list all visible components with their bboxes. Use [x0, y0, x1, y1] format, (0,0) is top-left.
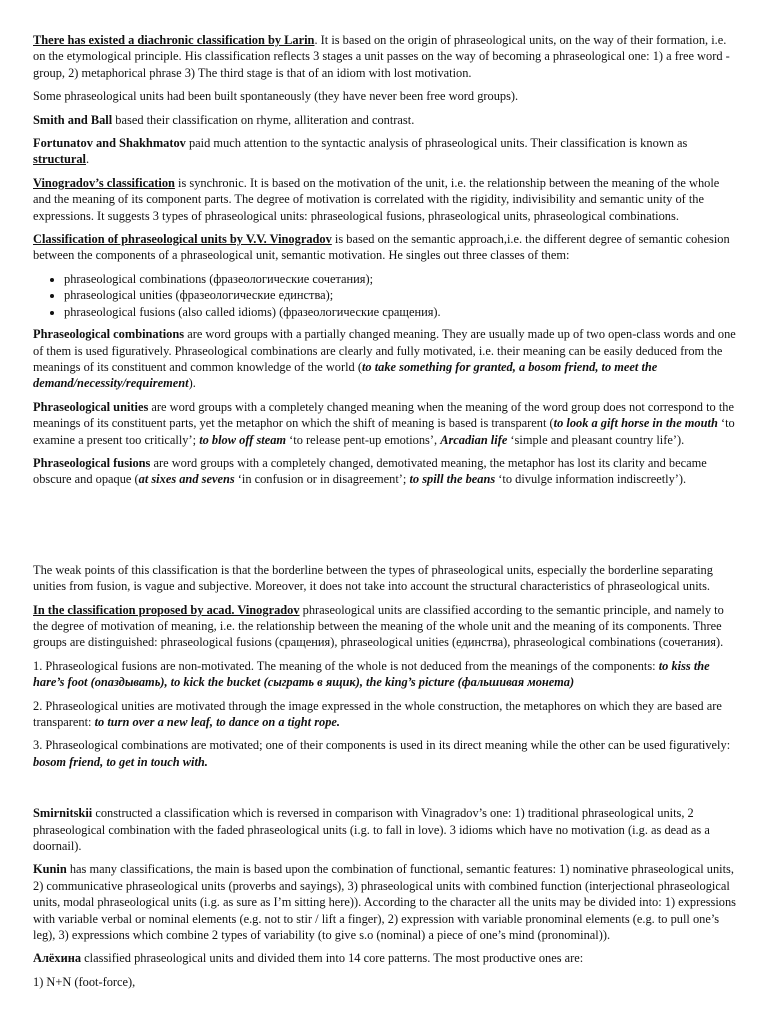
unities-example-3: Arcadian life	[440, 432, 508, 447]
combinations-heading: Phraseological combinations	[33, 327, 185, 342]
smith-ball-heading: Smith and Ball	[33, 112, 113, 127]
paragraph-point-2	[33, 698, 739, 731]
point-3-text: 3. Phraseological combinations are motivated; one of their components is used in its direct meaning while the other can be used figuratively:	[33, 738, 731, 753]
larin-text: . It is based on the origin of phraseological units, on the way of their formation, i.e. on the etymological principle. His classification reflects 3 stages a unit passes on the way of becoming a phraseological one: 1) a free word - group, 2) metaphorical phrase 3) The third stage is that of an idiom with lost motivation.	[33, 33, 730, 80]
paragraph-vinogradov-semantic	[33, 231, 739, 264]
paragraph-pattern-1: 1) N+N (foot-force),	[33, 974, 136, 989]
fortunatov-heading: Fortunatov and Shakhmatov	[33, 136, 186, 151]
point-2-text: 2. Phraseological unities are motivated through the image expressed in the whole construction, the metaphores on which they are based are transparent:	[33, 698, 722, 729]
larin-heading: There has existed a diachronic classification by Larin	[33, 33, 315, 47]
fusions-text: are word groups with a completely changed, demotivated meaning, the metaphor has lost its clarity and became obscure and opaque (	[33, 455, 707, 487]
fortunatov-end: .	[86, 152, 90, 167]
paragraph-point-3	[33, 737, 739, 770]
alekhina-heading: Алёхина	[33, 951, 82, 966]
paragraph-kunin	[33, 861, 739, 943]
unities-example-1: to look a gift horse in the mouth	[553, 416, 718, 431]
unities-gloss-1: ‘to examine a present too critically’;	[33, 416, 735, 447]
paragraph-fortunatov	[33, 135, 739, 168]
kunin-heading: Kunin	[33, 862, 67, 877]
paragraph-alekhina	[33, 950, 739, 966]
fortunatov-text: paid much attention to the syntactic analysis of phraseological units. Their classification is known as	[185, 136, 688, 151]
combinations-end: ).	[188, 376, 196, 391]
unities-gloss-2: ‘to release pent-up emotions’,	[286, 432, 441, 447]
blank-space	[33, 495, 739, 562]
combinations-text: are word groups with a partially changed meaning. They are usually made up of two open-class words and one of them is used figuratively. Phraseological combinations are clearly and fully motivated, i.e. their meaning can be easily deduced from the meanings of its constituent and common knowledge of the world (	[33, 327, 736, 374]
fusions-example-1: at sixes and sevens	[138, 472, 235, 487]
paragraph-unities	[33, 399, 739, 448]
vinogradov-semantic-heading: Classification of phraseological units by V.V. Vinogradov	[33, 232, 332, 247]
fusions-gloss-1: ‘in confusion or in disagreement’;	[234, 472, 410, 487]
paragraph-acad-vinogradov	[33, 602, 739, 651]
classes-list	[33, 271, 739, 320]
point-2-examples: to turn over a new leaf, to dance on a tight rope.	[94, 715, 341, 729]
smirnitskii-text: constructed a classification which is reversed in comparison with Vinagradov’s one: 1) traditional phraseological units, 2 phraseological combination with the faded phraseological units (i.g. to fall in love). 3 idioms which have no motivation (i.g. as dead as a doornail).	[33, 806, 710, 854]
unities-gloss-3: ‘simple and pleasant country life’).	[507, 432, 685, 447]
paragraph-vinogradov-classification	[33, 175, 739, 224]
fusions-gloss-2: ‘to divulge information indiscreetly’).	[495, 472, 687, 487]
point-1-text: 1. Phraseological fusions are non-motivated. The meaning of the whole is not deduced from the meanings of the components:	[33, 658, 659, 673]
smirnitskii-heading: Smirnitskii	[33, 806, 93, 821]
vinogradov-text: is synchronic. It is based on the motivation of the unit, i.e. the relationship between the meaning of the whole and the meaning of its component parts. The degree of motivation is correlated with the rigidity, indivisibility and semantic unity of the expressions. It suggests 3 types of phraseological units: phraseological fusions, phraseological units, phraseological combinations.	[33, 175, 720, 223]
paragraph-point-1	[33, 658, 739, 691]
paragraph-smith-ball	[33, 112, 739, 128]
unities-example-2: to blow off steam	[199, 432, 287, 447]
unities-heading: Phraseological unities	[33, 399, 149, 414]
paragraph-weak-points: The weak points of this classification is that the borderline between the types of phraseological units, especially the borderline separating unities from fusion, is vague and subjective. Moreover, it does not take into account the structural characteristics of phraseological units.	[33, 562, 713, 594]
list-item: • phraseological unities (фразеологические единства);	[64, 287, 739, 303]
acad-vinogradov-heading: In the classification proposed by acad. Vinogradov	[33, 602, 300, 617]
fusions-heading: Phraseological fusions	[33, 455, 151, 470]
structural-term: structural	[33, 152, 86, 167]
kunin-text: has many classifications, the main is based upon the combination of functional, semantic features: 1) nominative phraseological units, 2) communicative phraseological units (proverbs and sayings), 3) phraseological units with combined function (interjectional phraseological units, modal phraseological units (i.g. as sure as I’m sitting here)). According to the character all the units may be divided into: 1) expressions with variable verbal or nominal elements (e.g. not to stir / lift a finger), 2) expression with variable pronominal elements (e.g. to pull one’s leg), 3) expressions which combine 2 types of variability (to give s.o (nominal) a piece of one’s mind (pronominal)).	[33, 862, 736, 943]
paragraph-smirnitskii	[33, 805, 739, 854]
point-1-examples: to kiss the hare’s foot (опаздывать), to kick the bucket (сыграть в ящик), the king’s picture (фальшивая монета)	[33, 658, 710, 690]
alekhina-text: classified phraseological units and divided them into 14 core patterns. The most productive ones are:	[81, 951, 584, 966]
acad-vinogradov-text: phraseological units are classified according to the semantic principle, and namely to the degree of motivation of meaning, i.e. the relationship between the meaning of the whole unit and the meaning of its components. Three groups are distinguished: phraseological fusions (сращения), phraseological unities (единства), phraseological combinations (сочетания).	[33, 602, 724, 650]
fusions-example-2: to spill the beans	[409, 472, 496, 487]
blank-space	[33, 777, 739, 805]
combinations-examples: to take something for granted, a bosom friend, to meet the demand/necessity/requirement	[33, 359, 658, 391]
point-3-examples: bosom friend, to get in touch with.	[33, 754, 208, 769]
document-page	[33, 32, 739, 997]
smith-ball-text: based their classification on rhyme, alliteration and contrast.	[112, 112, 415, 127]
paragraph-spontaneous: Some phraseological units had been built spontaneously (they have never been free word groups).	[33, 89, 519, 104]
list-item: • phraseological combinations (фразеологические сочетания);	[64, 271, 739, 287]
paragraph-combinations	[33, 326, 739, 392]
vinogradov-semantic-text: is based on the semantic approach,i.e. the different degree of semantic cohesion between the components of a phraseological unit, semantic motivation. He singles out three classes of them:	[33, 232, 730, 263]
list-item: • phraseological fusions (also called idioms) (фразеологические сращения).	[64, 304, 739, 320]
unities-text: are word groups with a completely changed meaning when the meaning of the word group does not correspond to the meanings of its constituent parts, yet the metaphor on which the shift of meaning is based is transparent (	[33, 399, 734, 431]
paragraph-fusions	[33, 455, 739, 488]
paragraph-larin	[33, 32, 739, 81]
vinogradov-heading: Vinogradov’s classification	[33, 175, 175, 190]
